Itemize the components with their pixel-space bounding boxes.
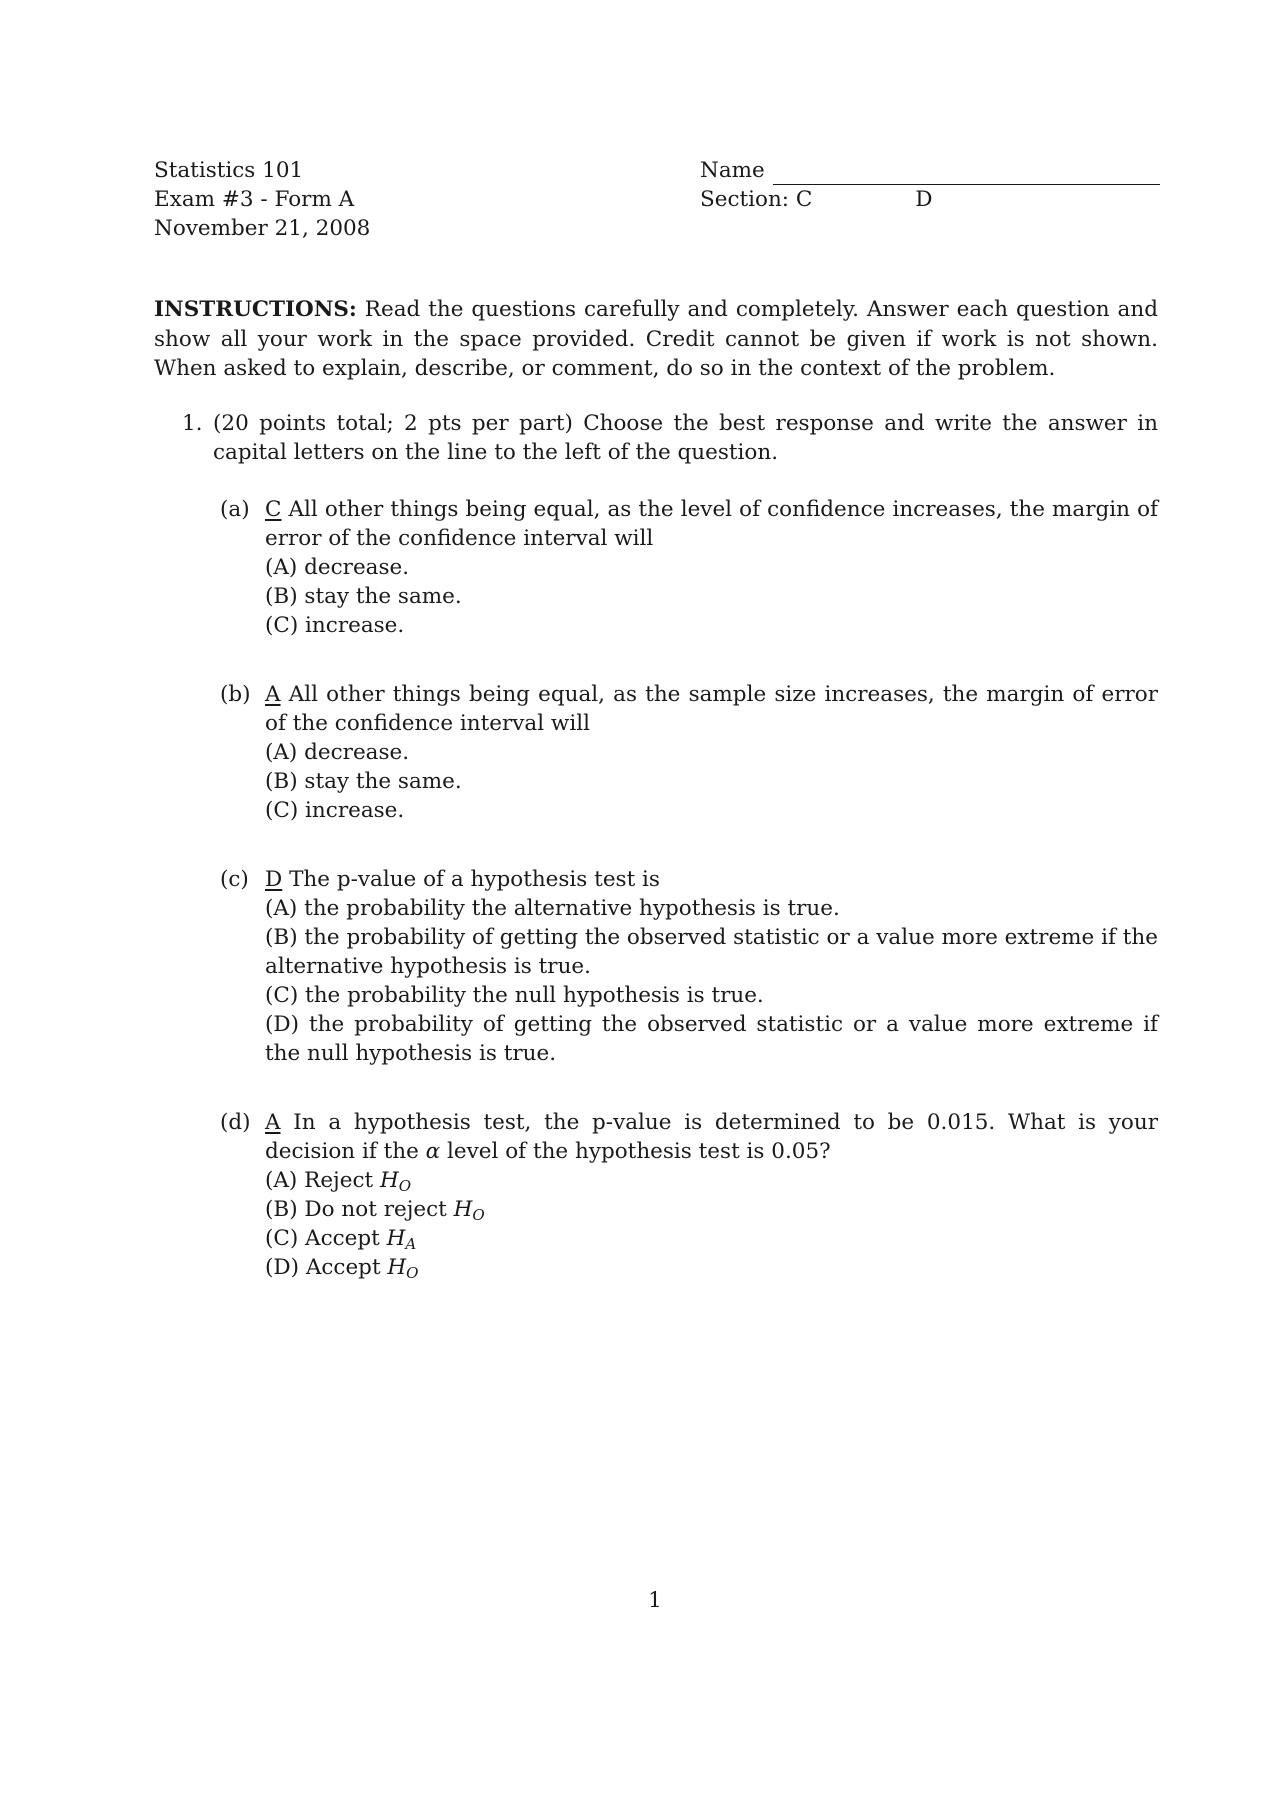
name-row xyxy=(700,156,1160,185)
part-d xyxy=(220,1108,1158,1282)
option: (C) increase. xyxy=(265,613,405,638)
question-1 xyxy=(182,409,1158,467)
exam-title: Exam #3 - Form A xyxy=(154,187,355,212)
instructions-text: Read the questions carefully and completely. Answer each question and show all your work in the space provided. Credit cannot be given if work is not shown. When asked to explain, describe, or comment, do so in the context of the problem. xyxy=(154,297,1158,381)
option: (D) the probability of getting the observed statistic or a value more extreme if the null hypothesis is true. xyxy=(265,1012,1158,1066)
page-number: 1 xyxy=(648,1588,662,1613)
section-label: Section: C xyxy=(700,187,813,212)
part-text: All other things being equal, as the level of confidence increases, the margin of error of the confidence interval will xyxy=(265,497,1158,551)
part-text: The p-value of a hypothesis test is xyxy=(282,867,660,892)
section-option-d: D xyxy=(915,187,933,212)
answer-blank[interactable]: A xyxy=(265,682,281,707)
option: (C) the probability the null hypothesis is true. xyxy=(265,983,764,1008)
answer-blank[interactable]: C xyxy=(265,497,282,522)
course-header xyxy=(154,156,370,243)
alpha-symbol: α xyxy=(425,1139,441,1164)
course-title: Statistics 101 xyxy=(154,158,304,183)
student-info xyxy=(700,156,1160,214)
part-text: In a hypothesis test, the p-value is determined to be 0.015. What is your decision if the xyxy=(265,1110,1158,1164)
question-stem: (20 points total; 2 pts per part) Choose the best response and write the answer in capital letters on the line to the left of the question. xyxy=(213,411,1158,465)
part-label: (d) xyxy=(220,1110,251,1135)
exam-date: November 21, 2008 xyxy=(154,216,371,241)
part-text: All other things being equal, as the sample size increases, the margin of error of the confidence interval will xyxy=(265,682,1158,736)
name-field[interactable] xyxy=(773,162,1160,185)
instructions xyxy=(154,295,1158,384)
instructions-label: INSTRUCTIONS: xyxy=(154,297,357,322)
option: (A) the probability the alternative hypothesis is true. xyxy=(265,896,840,921)
part-b xyxy=(220,680,1158,825)
part-label: (c) xyxy=(220,867,249,892)
option: (C) Accept $H_A$ xyxy=(265,1226,417,1253)
part-label: (a) xyxy=(220,497,250,522)
answer-blank[interactable]: A xyxy=(265,1110,281,1135)
option: (A) decrease. xyxy=(265,555,410,580)
option: (B) stay the same. xyxy=(265,769,462,794)
part-c xyxy=(220,865,1158,1068)
question-number: 1. xyxy=(182,411,203,436)
part-text-cont: level of the hypothesis test is 0.05? xyxy=(440,1139,831,1164)
name-label: Name xyxy=(700,158,765,183)
option: (C) increase. xyxy=(265,798,405,823)
option: (A) decrease. xyxy=(265,740,410,765)
option: (A) Reject $H_O$ xyxy=(265,1168,412,1195)
section-row xyxy=(700,185,1160,214)
option: (B) the probability of getting the observed statistic or a value more extreme if the alternative hypothesis is true. xyxy=(265,925,1158,979)
part-label: (b) xyxy=(220,682,251,707)
option: (D) Accept $H_O$ xyxy=(265,1255,419,1282)
part-a xyxy=(220,495,1158,640)
option: (B) stay the same. xyxy=(265,584,462,609)
answer-blank[interactable]: D xyxy=(265,867,283,892)
option: (B) Do not reject $H_O$ xyxy=(265,1197,485,1224)
